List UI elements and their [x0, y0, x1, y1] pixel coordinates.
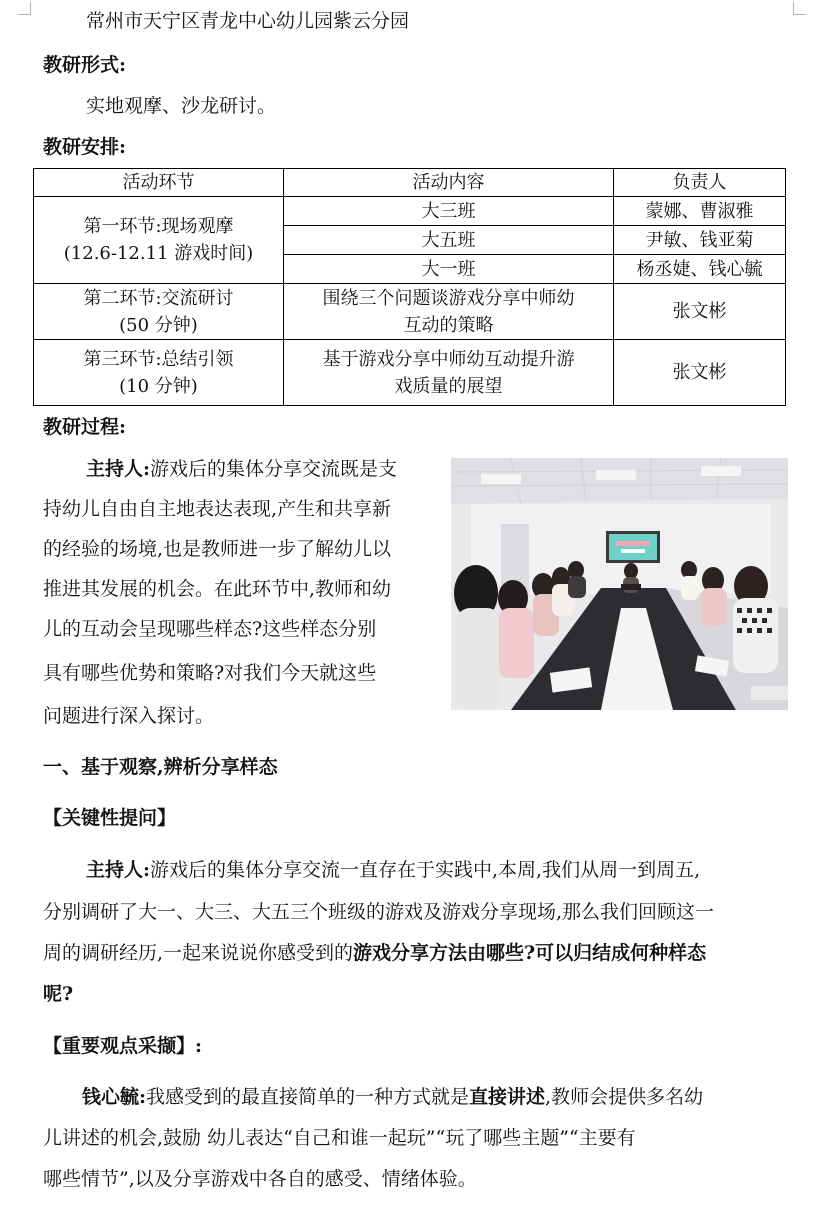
form-content: 实地观摩、沙龙研讨。	[86, 95, 277, 117]
form-heading: 教研形式:	[43, 54, 127, 76]
intro-line-4: 推进其发展的机会。在此环节中,教师和幼	[43, 578, 392, 600]
table-row	[34, 197, 786, 226]
host-bold-question: 游戏分享方法由哪些?可以归结成何种样态	[353, 942, 707, 964]
page-corner-mark-left	[18, 2, 31, 15]
speaker-line-1	[82, 1085, 703, 1109]
speaker-text-1b: ,教师会提供多名幼	[545, 1086, 704, 1108]
stage3-time: (10 分钟)	[119, 375, 198, 397]
intro-line-6: 具有哪些优势和策略?对我们今天就这些	[43, 662, 377, 684]
intro-line-2: 持幼儿自由自主地表达表现,产生和共享新	[43, 498, 392, 520]
table-row	[34, 340, 786, 406]
stage3-content-line-1: 基于游戏分享中师幼互动提升游	[322, 348, 575, 370]
viewpoints-heading: 【重要观点采撷】:	[43, 1035, 203, 1057]
stage3-title: 第三环节:总结引领	[83, 348, 234, 370]
page-corner-mark-right	[793, 2, 806, 15]
host-line-1	[86, 858, 700, 882]
schedule-table	[33, 168, 786, 406]
stage3-owner: 张文彬	[614, 340, 786, 406]
stage2-content-line-2: 互动的策略	[403, 314, 494, 336]
host-line-3	[43, 941, 706, 965]
school-name: 常州市天宁区青龙中心幼儿园紫云分园	[86, 10, 410, 32]
stage1-content-3: 大一班	[284, 255, 614, 284]
column-header-content: 活动内容	[284, 169, 614, 197]
speaker-line-3: 哪些情节”,以及分享游戏中各自的感受、情绪体验。	[43, 1168, 477, 1190]
section1-heading: 一、基于观察,辨析分享样态	[43, 756, 278, 778]
host-line-2: 分别调研了大一、大三、大五三个班级的游戏及游戏分享现场,那么我们回顾这一	[43, 901, 715, 923]
stage3-content-line-2: 戏质量的展望	[394, 375, 503, 397]
stage3-content	[284, 340, 614, 406]
intro-line-5: 儿的互动会呈现哪些样态?这些样态分别	[43, 618, 377, 640]
stage1-cell	[34, 197, 284, 284]
intro-line-7: 问题进行深入探讨。	[43, 705, 215, 727]
column-header-owner: 负责人	[614, 169, 786, 197]
stage2-content	[284, 284, 614, 340]
meeting-photo	[451, 458, 788, 710]
stage2-owner: 张文彬	[614, 284, 786, 340]
stage2-title: 第二环节:交流研讨	[83, 287, 234, 309]
arrangement-heading: 教研安排:	[43, 136, 127, 158]
host-text-3: 周的调研经历,一起来说说你感受到的	[43, 942, 354, 964]
speaker-line-2: 儿讲述的机会,鼓励 幼儿表达“自己和谁一起玩”“玩了哪些主题”“主要有	[43, 1127, 636, 1149]
stage2-cell	[34, 284, 284, 340]
stage2-content-line-1: 围绕三个问题谈游戏分享中师幼	[322, 287, 575, 309]
key-question-heading: 【关键性提问】	[43, 807, 177, 829]
stage1-owner-1: 蒙娜、曹淑雅	[614, 197, 786, 226]
speaker-text-1a: 我感受到的最直接简单的一种方式就是	[146, 1086, 470, 1108]
host-label-2: 主持人:	[86, 859, 151, 881]
host-line-4: 呢?	[43, 983, 74, 1005]
intro-line-3: 的经验的场境,也是教师进一步了解幼儿以	[43, 538, 392, 560]
stage1-owner-3: 杨丞婕、钱心毓	[614, 255, 786, 284]
stage1-content-2: 大五班	[284, 226, 614, 255]
stage3-cell	[34, 340, 284, 406]
speaker-text-1-bold: 直接讲述	[469, 1086, 546, 1108]
stage2-time: (50 分钟)	[119, 314, 198, 336]
table-row	[34, 284, 786, 340]
stage1-title: 第一环节:现场观摩	[83, 216, 234, 237]
host-text-1: 游戏后的集体分享交流一直存在于实践中,本周,我们从周一到周五,	[150, 859, 701, 881]
stage1-content-1: 大三班	[284, 197, 614, 226]
intro-line-1	[86, 457, 397, 481]
column-header-stage: 活动环节	[34, 169, 284, 197]
process-heading: 教研过程:	[43, 416, 127, 438]
intro-text-1: 游戏后的集体分享交流既是支	[150, 458, 398, 480]
speaker-label: 钱心毓:	[82, 1086, 147, 1108]
stage1-owner-2: 尹敏、钱亚菊	[614, 226, 786, 255]
host-label: 主持人:	[86, 458, 151, 480]
stage1-time: (12.6-12.11 游戏时间)	[63, 243, 254, 264]
table-header-row	[34, 169, 786, 197]
